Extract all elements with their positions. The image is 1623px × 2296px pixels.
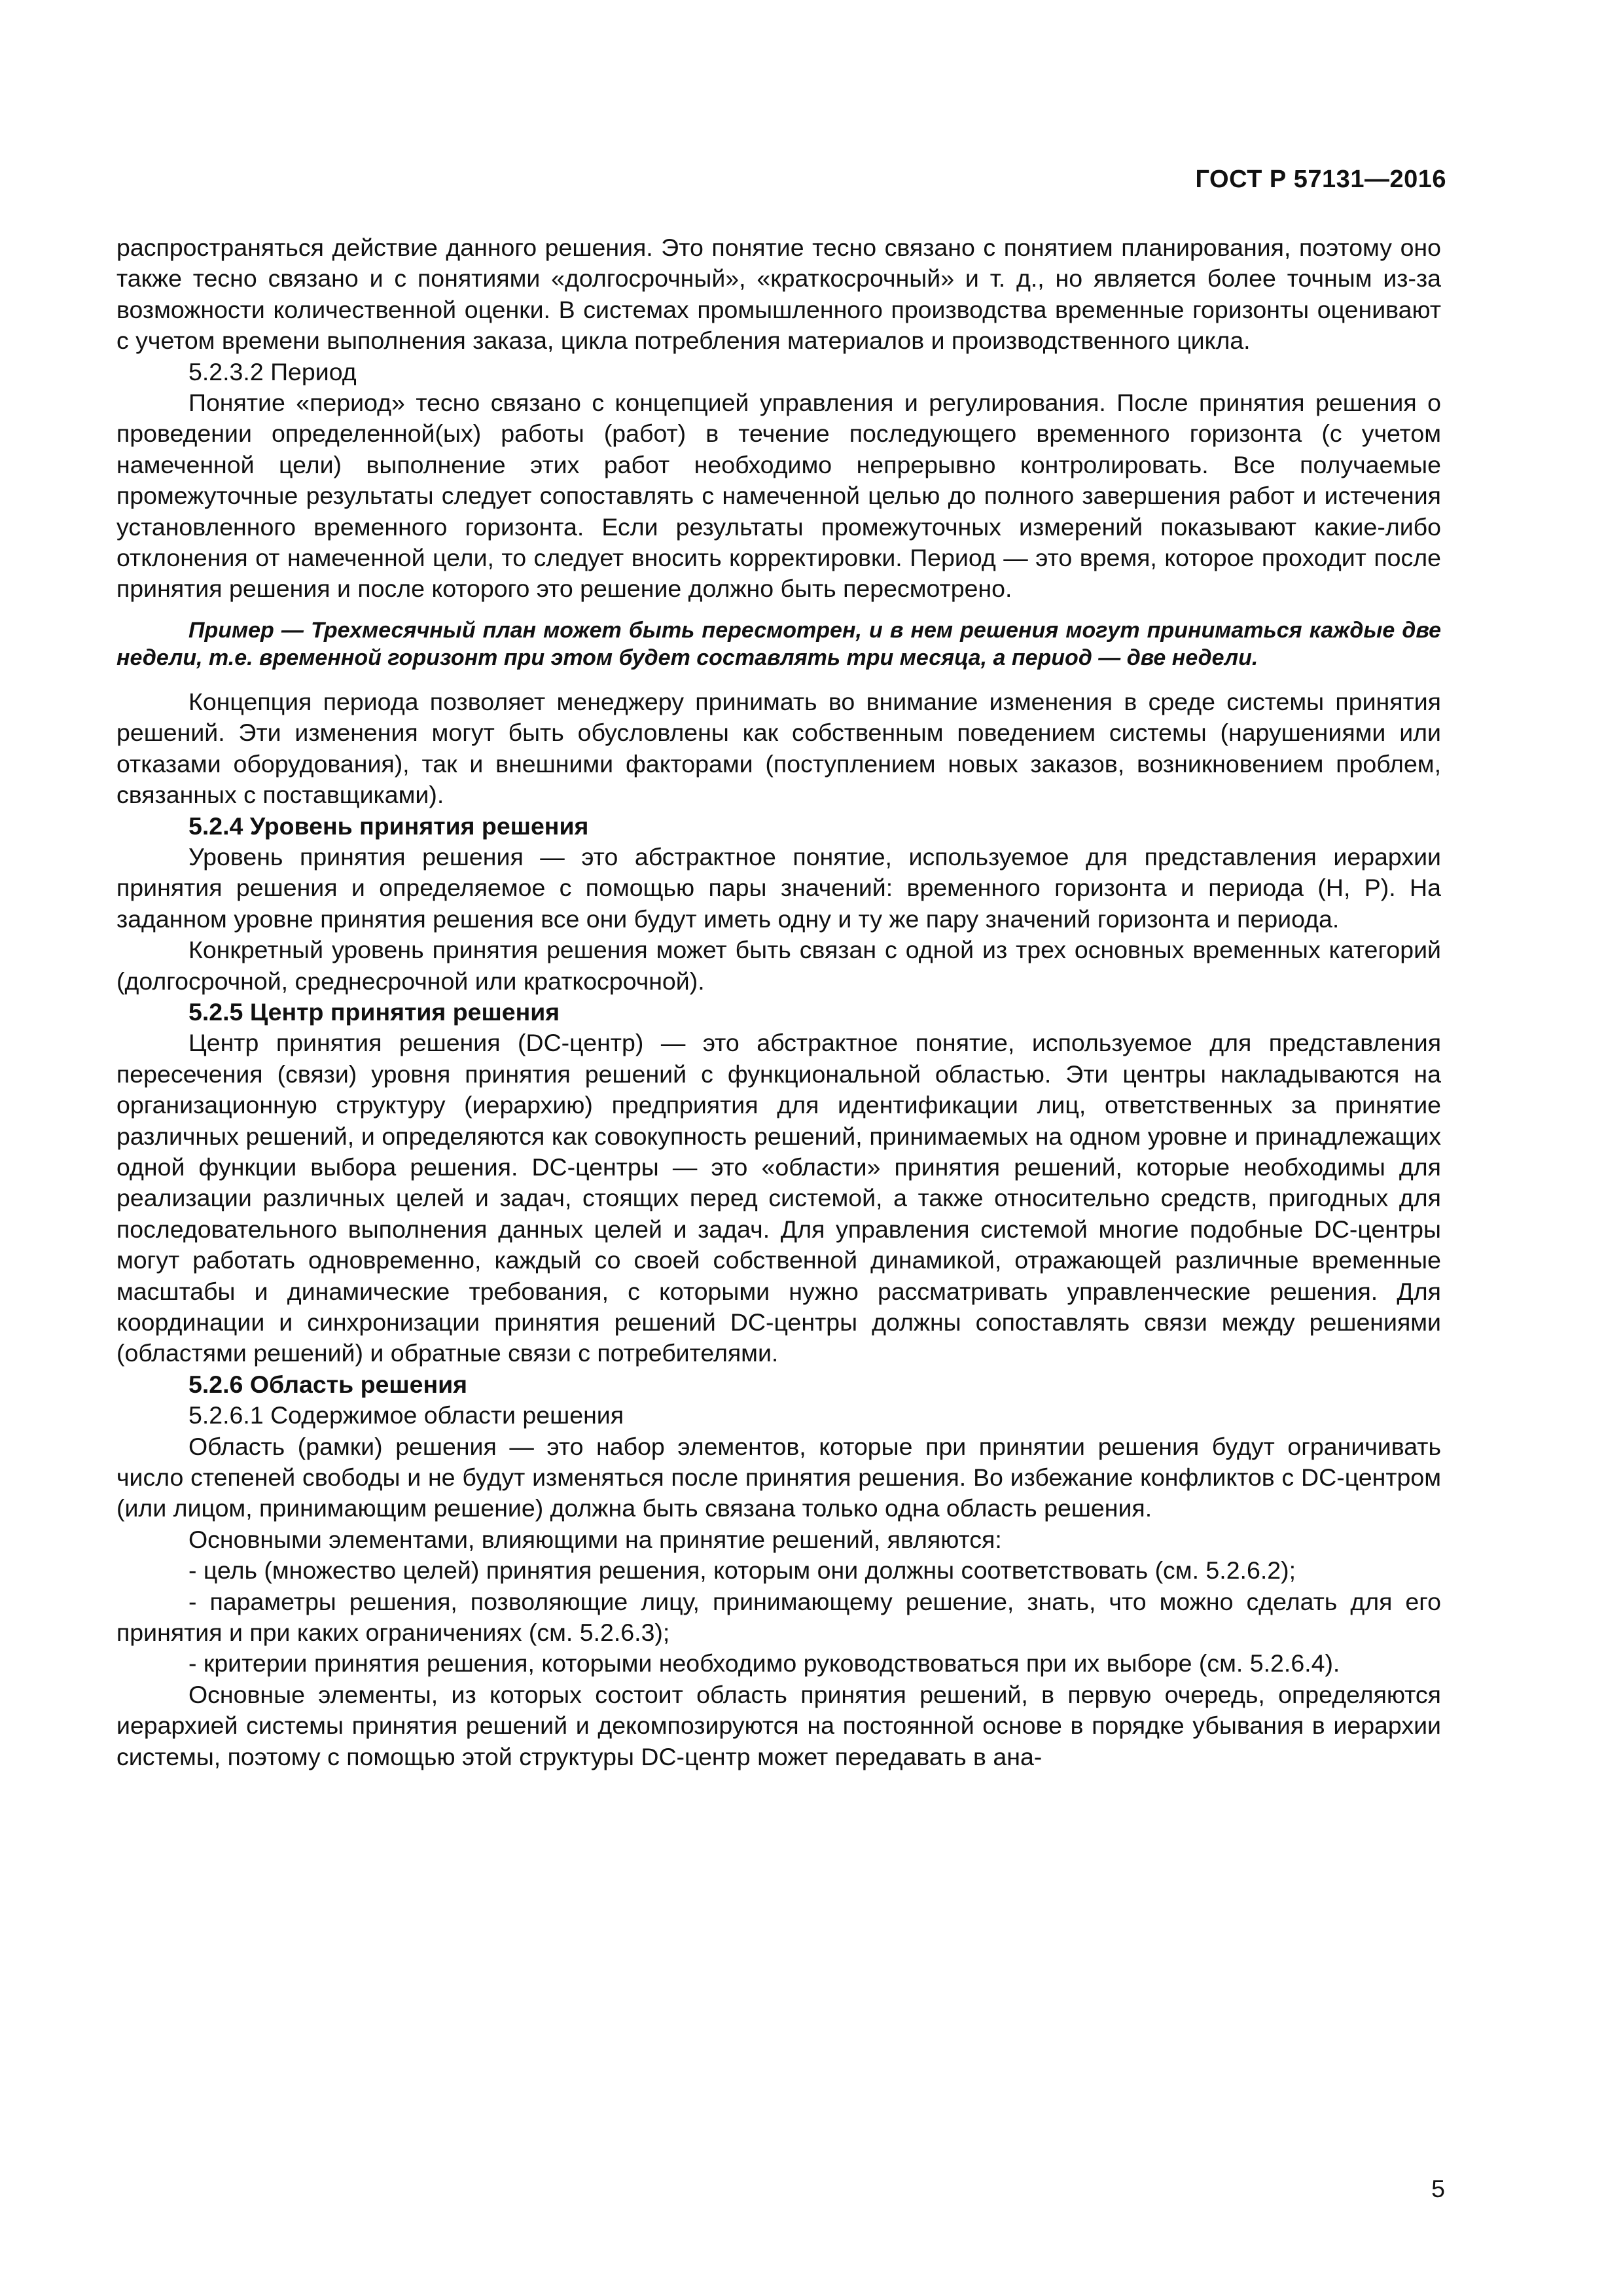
body-paragraph: Основные элементы, из которых состоит область принятия решений, в первую очередь, определяются иерархией системы принятия решений и декомпозируются на постоянной основе в порядке убывания в иерархии системы, поэтому с помощью этой структуры DC-центр может передавать в ана- <box>116 1680 1441 1770</box>
body-paragraph: Конкретный уровень принятия решения может быть связан с одной из трех основных временных категорий (долгосрочной, среднесрочной или краткосрочной). <box>116 936 1441 995</box>
example-note: Пример — Трехмесячный план может быть пересмотрен, и в нем решения могут приниматься каждые две недели, т.е. временной горизонт при этом будет составлять три месяца, а период — две недели. <box>116 617 1441 671</box>
body-paragraph: Область (рамки) решения — это набор элементов, которые при принятии решения будут ограничивать число степеней свободы и не будут изменяться после принятия решения. Во избежание конфликтов с DC-центром (или лицом, принимающим решение) должна быть связана только одна область решения. <box>116 1432 1441 1522</box>
body-paragraph: Понятие «период» тесно связано с концепцией управления и регулирования. После принятия решения о проведении определенной(ых) работы (работ) в течение последующего временного горизонта (с учетом намеченной цели) выполнение этих работ необходимо непрерывно контролировать. Все получаемые промежуточные результаты следует сопоставлять с намеченной целью до полного завершения работ и истечения установленного временного горизонта. Если результаты промежуточных измерений показывают какие-либо отклонения от намеченной цели, то следует вносить корректировки. Период — это время, которое проходит после принятия решения и после которого это решение должно быть пересмотрено. <box>116 389 1441 603</box>
list-item: - критерии принятия решения, которыми необходимо руководствоваться при их выборе (см. 5.2.6.4). <box>188 1649 1340 1677</box>
standard-code-header: ГОСТ Р 57131—2016 <box>1195 166 1446 193</box>
body-paragraph: Основными элементами, влияющими на принятие решений, являются: <box>188 1525 1002 1553</box>
body-paragraph: Концепция периода позволяет менеджеру принимать во внимание изменения в среде системы принятия решений. Эти изменения могут быть обусловлены как собственным поведением системы (нарушениями или отказами оборудования), так и внешними факторами (поступлением новых заказов, возникновением проблем, связанных с поставщиками). <box>116 687 1441 809</box>
body-paragraph: распространяться действие данного решения. Это понятие тесно связано с понятием планирования, поэтому оно также тесно связано и с понятиями «долгосрочный», «краткосрочный» и т. д., но является более точным из-за возможности количественной оценки. В системах промышленного производства временные горизонты оценивают с учетом времени выполнения заказа, цикла потребления материалов и производственного цикла. <box>116 234 1441 355</box>
subsection-heading: 5.2.6.1 Содержимое области решения <box>188 1401 624 1429</box>
page-body <box>116 232 1441 1772</box>
list-item: - цель (множество целей) принятия решения, которым они должны соответствовать (см. 5.2.6.2); <box>188 1556 1296 1585</box>
body-paragraph: Уровень принятия решения — это абстрактное понятие, используемое для представления иерархии принятия решения и определяемое с помощью пары значений: временного горизонта и периода (H, P). На заданном уровне принятия решения все они будут иметь одну и ту же пару значений горизонта и периода. <box>116 842 1441 933</box>
body-paragraph: Центр принятия решения (DC-центр) — это абстрактное понятие, используемое для представления пересечения (связи) уровня принятия решений с функциональной областью. Эти центры накладываются на организационную структуру (иерархию) предприятия для идентификации лиц, ответственных за принятие различных решений, и определяются как совокупность решений, принимаемых на одном уровне и принадлежащих одной функции выбора решения. DC-центры — это «области» принятия решений, которые необходимы для реализации различных целей и задач, стоящих перед системой, а также относительно средств, пригодных для последовательного выполнения данных целей и задач. Для управления системой многие подобные DC-центры могут работать одновременно, каждый со своей собственной динамикой, отражающей различные временные масштабы и динамические требования, с которыми нужно рассматривать управленческие решения. Для координации и синхронизации принятия решений DC-центры должны сопоставлять связи между решениями (областями решений) и обратные связи с потребителями. <box>116 1029 1441 1367</box>
page-number: 5 <box>1431 2175 1445 2202</box>
section-heading: 5.2.6 Область решения <box>188 1370 468 1398</box>
subsection-heading: 5.2.3.2 Период <box>188 357 357 386</box>
section-heading: 5.2.4 Уровень принятия решения <box>188 812 589 840</box>
list-item: - параметры решения, позволяющие лицу, принимающему решение, знать, что можно сделать для его принятия и при каких ограничениях (см. 5.2.6.3); <box>116 1587 1441 1647</box>
section-heading: 5.2.5 Центр принятия решения <box>188 997 560 1026</box>
